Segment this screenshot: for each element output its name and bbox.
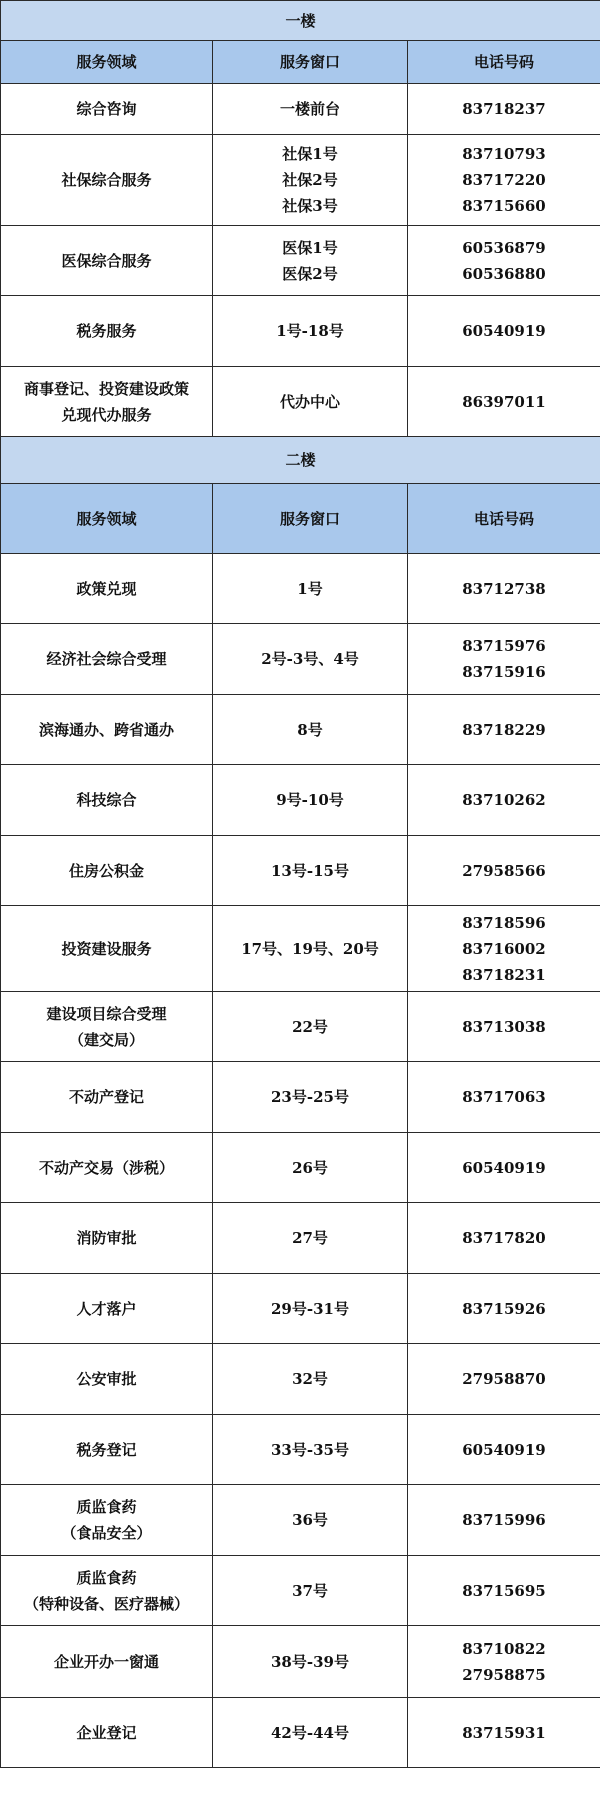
floor-title-row xyxy=(1,1,600,41)
phone-number-cell-line: 83715926 xyxy=(462,1299,546,1318)
service-area-cell xyxy=(1,1556,213,1626)
service-window-cell-line: 38号-39号 xyxy=(271,1652,349,1671)
phone-number-cell-line: 83715916 xyxy=(462,663,546,681)
phone-number-cell-line: 60536880 xyxy=(462,264,546,283)
service-area-cell xyxy=(1,906,213,992)
service-area-cell xyxy=(1,1274,213,1344)
service-area-cell xyxy=(1,1698,213,1768)
service-area-cell-line: 综合咨询 xyxy=(76,100,137,118)
phone-number-cell-line: 60540919 xyxy=(462,1158,546,1177)
service-window-cell xyxy=(213,1062,408,1133)
phone-number-cell-line: 83716002 xyxy=(462,939,546,958)
phone-number-cell xyxy=(408,1344,600,1415)
phone-number-cell-line: 27958875 xyxy=(462,1665,546,1684)
service-area-cell-line: 不动产登记 xyxy=(68,1088,144,1106)
service-area-cell xyxy=(1,1203,213,1274)
phone-number-cell xyxy=(408,1415,600,1485)
service-window-cell xyxy=(213,1556,408,1626)
table-row xyxy=(1,1556,600,1626)
service-area-cell-line: 质监食药 xyxy=(76,1568,137,1587)
phone-number-cell-line: 27958566 xyxy=(462,861,546,880)
service-area-cell-line: 兑现代办服务 xyxy=(61,405,152,424)
service-area-cell-line: 建设项目综合受理 xyxy=(46,1004,167,1023)
header-service-area: 服务领域 xyxy=(1,41,213,84)
service-area-cell-line: 住房公积金 xyxy=(68,861,144,880)
service-area-cell xyxy=(1,695,213,765)
service-area-cell-line: 消防审批 xyxy=(76,1229,137,1247)
service-area-cell xyxy=(1,1133,213,1203)
service-area-cell-line: 医保综合服务 xyxy=(61,251,152,270)
service-window-cell-line: 36号 xyxy=(292,1511,328,1529)
phone-number-cell-line: 60540919 xyxy=(462,322,546,340)
phone-number-cell xyxy=(408,765,600,836)
service-area-cell-line: （特种设备、医疗器械） xyxy=(23,1594,189,1613)
service-window-cell xyxy=(213,836,408,906)
table-row xyxy=(1,992,600,1062)
table-row xyxy=(1,84,600,135)
phone-number-cell-line: 83718231 xyxy=(462,965,546,984)
service-area-cell xyxy=(1,84,213,135)
service-area-cell-line: 科技综合 xyxy=(76,791,137,809)
service-area-cell xyxy=(1,1344,213,1415)
service-area-cell-line: 税务登记 xyxy=(76,1440,137,1459)
phone-number-cell-line: 83717820 xyxy=(462,1229,546,1247)
service-area-cell-line: 经济社会综合受理 xyxy=(46,650,167,668)
floor-title: 二楼 xyxy=(1,437,600,484)
phone-number-cell xyxy=(408,296,600,367)
header-service-window: 服务窗口 xyxy=(213,484,408,554)
service-area-cell xyxy=(1,554,213,624)
table-row xyxy=(1,906,600,992)
phone-number-cell xyxy=(408,367,600,437)
service-area-cell-line: （建交局） xyxy=(68,1030,144,1049)
service-area-cell-line: 质监食药 xyxy=(76,1498,137,1516)
phone-number-cell xyxy=(408,1485,600,1556)
service-window-cell xyxy=(213,296,408,367)
service-area-cell xyxy=(1,1626,213,1698)
phone-number-cell-line: 83713038 xyxy=(462,1017,546,1036)
service-window-cell xyxy=(213,992,408,1062)
table-row xyxy=(1,836,600,906)
table-row xyxy=(1,135,600,226)
phone-number-cell-line: 83715996 xyxy=(462,1511,546,1529)
service-window-cell-line: 33号-35号 xyxy=(271,1440,349,1459)
service-area-cell-line: （食品安全） xyxy=(61,1524,152,1542)
service-area-cell xyxy=(1,624,213,695)
service-window-cell xyxy=(213,1626,408,1698)
phone-number-cell xyxy=(408,1274,600,1344)
table-row xyxy=(1,1344,600,1415)
phone-number-cell-line: 83715660 xyxy=(462,197,546,215)
table-row xyxy=(1,226,600,296)
service-window-cell xyxy=(213,554,408,624)
service-area-cell-line: 企业开办一窗通 xyxy=(53,1652,159,1671)
service-area-cell-line: 商事登记、投资建设政策 xyxy=(23,379,189,398)
service-window-cell-line: 9号-10号 xyxy=(276,791,344,809)
service-window-cell-line: 一楼前台 xyxy=(279,100,340,118)
phone-number-cell xyxy=(408,1062,600,1133)
service-area-cell xyxy=(1,296,213,367)
table-row xyxy=(1,367,600,437)
service-area-cell xyxy=(1,135,213,226)
service-window-cell-line: 8号 xyxy=(297,720,323,739)
service-area-cell-line: 投资建设服务 xyxy=(61,939,152,958)
service-window-cell xyxy=(213,624,408,695)
column-header-row xyxy=(1,484,600,554)
phone-number-cell xyxy=(408,624,600,695)
service-window-cell xyxy=(213,1274,408,1344)
service-window-cell-line: 社保3号 xyxy=(282,197,338,215)
service-area-cell xyxy=(1,367,213,437)
service-window-cell xyxy=(213,1203,408,1274)
phone-number-cell-line: 83715931 xyxy=(462,1723,546,1742)
phone-number-cell xyxy=(408,135,600,226)
service-window-cell xyxy=(213,1133,408,1203)
table-row xyxy=(1,1062,600,1133)
table-row xyxy=(1,1274,600,1344)
phone-number-cell-line: 27958870 xyxy=(462,1370,546,1388)
header-service-window: 服务窗口 xyxy=(213,41,408,84)
phone-number-cell xyxy=(408,226,600,296)
phone-number-cell xyxy=(408,906,600,992)
header-phone-number: 电话号码 xyxy=(408,41,600,84)
phone-number-cell xyxy=(408,992,600,1062)
service-window-cell xyxy=(213,906,408,992)
floor-title-row xyxy=(1,437,600,484)
table-row xyxy=(1,554,600,624)
phone-number-cell xyxy=(408,1133,600,1203)
phone-number-cell-line: 83710822 xyxy=(462,1639,546,1658)
service-window-cell-line: 42号-44号 xyxy=(271,1723,349,1742)
service-area-cell xyxy=(1,1485,213,1556)
service-window-cell-line: 代办中心 xyxy=(279,392,340,411)
phone-number-cell xyxy=(408,1626,600,1698)
service-area-cell-line: 企业登记 xyxy=(76,1723,137,1742)
floor-title: 一楼 xyxy=(1,1,600,41)
service-area-cell-line: 人才落户 xyxy=(76,1299,137,1318)
service-area-cell-line: 政策兑现 xyxy=(76,579,137,598)
phone-number-cell-line: 83715695 xyxy=(462,1581,546,1600)
service-area-cell-line: 滨海通办、跨省通办 xyxy=(38,720,174,739)
table-row xyxy=(1,1626,600,1698)
table-row xyxy=(1,1485,600,1556)
service-window-cell-line: 社保1号 xyxy=(282,145,338,163)
header-service-area: 服务领域 xyxy=(1,484,213,554)
service-area-cell-line: 公安审批 xyxy=(76,1370,137,1388)
column-header-row xyxy=(1,41,600,84)
table-row xyxy=(1,296,600,367)
service-window-cell-line: 22号 xyxy=(292,1017,328,1036)
service-area-cell xyxy=(1,992,213,1062)
service-window-cell xyxy=(213,765,408,836)
phone-number-cell xyxy=(408,1556,600,1626)
service-area-cell xyxy=(1,1415,213,1485)
service-window-cell xyxy=(213,84,408,135)
phone-number-cell-line: 60536879 xyxy=(462,238,546,257)
service-window-cell xyxy=(213,1415,408,1485)
phone-number-cell-line: 86397011 xyxy=(462,392,546,411)
phone-number-cell xyxy=(408,695,600,765)
table-row xyxy=(1,624,600,695)
phone-number-cell-line: 83718229 xyxy=(462,720,546,739)
service-window-cell-line: 1号 xyxy=(297,579,323,598)
service-window-cell-line: 医保2号 xyxy=(282,264,338,283)
service-window-cell xyxy=(213,1485,408,1556)
service-window-cell xyxy=(213,1344,408,1415)
service-window-cell xyxy=(213,135,408,226)
service-window-cell-line: 医保1号 xyxy=(282,238,338,257)
service-window-cell-line: 26号 xyxy=(292,1158,328,1177)
service-area-cell xyxy=(1,1062,213,1133)
service-window-cell xyxy=(213,226,408,296)
service-area-cell xyxy=(1,226,213,296)
header-phone-number: 电话号码 xyxy=(408,484,600,554)
service-window-cell xyxy=(213,367,408,437)
service-window-cell xyxy=(213,695,408,765)
phone-number-cell-line: 83718237 xyxy=(462,100,546,118)
service-window-cell-line: 13号-15号 xyxy=(271,861,349,880)
phone-number-cell-line: 83715976 xyxy=(462,637,546,655)
service-window-cell-line: 37号 xyxy=(292,1581,328,1600)
table-body xyxy=(1,1,600,1768)
service-window-cell-line: 23号-25号 xyxy=(271,1088,349,1106)
service-window-cell xyxy=(213,1698,408,1768)
service-window-cell-line: 1号-18号 xyxy=(276,322,344,340)
service-area-cell-line: 税务服务 xyxy=(76,322,137,340)
service-window-cell-line: 17号、19号、20号 xyxy=(241,939,379,958)
service-window-cell-line: 社保2号 xyxy=(282,171,338,189)
table-row xyxy=(1,1203,600,1274)
phone-number-cell xyxy=(408,554,600,624)
phone-number-cell xyxy=(408,84,600,135)
phone-number-cell xyxy=(408,1203,600,1274)
phone-number-cell-line: 83712738 xyxy=(462,579,546,598)
service-window-cell-line: 32号 xyxy=(292,1370,328,1388)
table-row xyxy=(1,1415,600,1485)
service-area-cell-line: 社保综合服务 xyxy=(61,171,152,189)
service-area-cell-line: 不动产交易（涉税） xyxy=(38,1158,174,1177)
service-area-cell xyxy=(1,836,213,906)
phone-number-cell-line: 60540919 xyxy=(462,1440,546,1459)
service-area-cell xyxy=(1,765,213,836)
phone-number-cell-line: 83717063 xyxy=(462,1088,546,1106)
phone-number-cell-line: 83710793 xyxy=(462,145,546,163)
phone-number-cell xyxy=(408,1698,600,1768)
service-window-cell-line: 29号-31号 xyxy=(271,1299,349,1318)
phone-number-cell-line: 83710262 xyxy=(462,791,546,809)
phone-number-cell xyxy=(408,836,600,906)
table-row xyxy=(1,1698,600,1768)
table-row xyxy=(1,1133,600,1203)
phone-number-cell-line: 83717220 xyxy=(462,171,546,189)
table-row xyxy=(1,765,600,836)
phone-number-cell-line: 83718596 xyxy=(462,913,546,932)
service-window-cell-line: 2号-3号、4号 xyxy=(261,650,359,668)
service-window-cell-line: 27号 xyxy=(292,1229,328,1247)
table-row xyxy=(1,695,600,765)
